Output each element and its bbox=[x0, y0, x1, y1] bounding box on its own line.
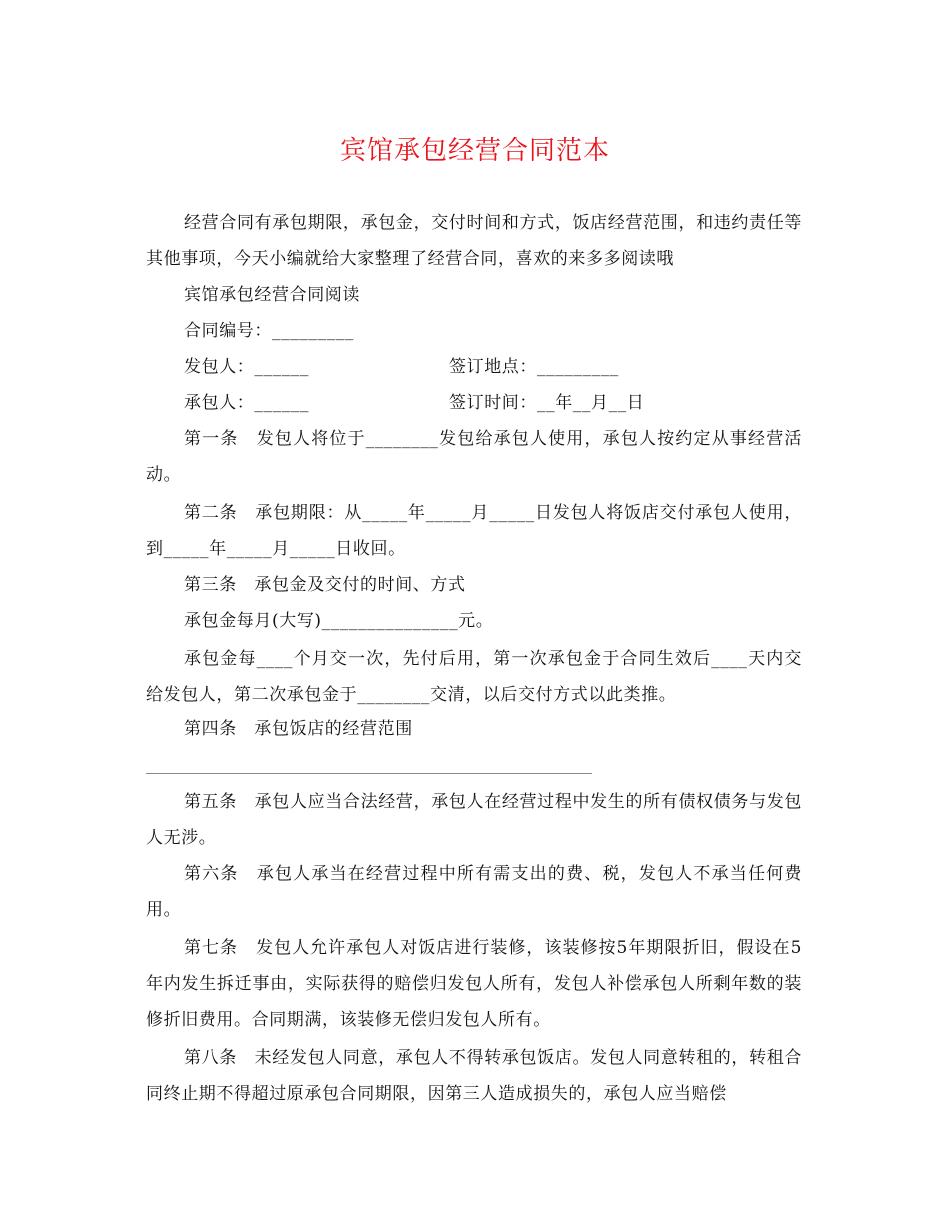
article-2: 第二条 承包期限：从_____年_____月_____日发包人将饭店交付承包人使用，到_____年_____月_____日收回。 bbox=[146, 503, 802, 559]
article-3-heading: 第三条 承包金及交付的时间、方式 bbox=[184, 575, 466, 595]
party-b-field: 承包人：______ bbox=[184, 393, 309, 413]
sign-place-field: 签订地点：_________ bbox=[449, 357, 619, 377]
article-8: 第八条 未经发包人同意，承包人不得转承包饭店。发包人同意转租的，转租合同终止期不得超过原承包合同期限，因第三人造成损失的，承包人应当赔偿 bbox=[146, 1048, 802, 1104]
article-3-payment: 承包金每____个月交一次，先付后用，第一次承包金于合同生效后____天内交给发包人，第二次承包金于________交清，以后交付方式以此类推。 bbox=[146, 649, 802, 705]
subtitle: 宾馆承包经营合同阅读 bbox=[184, 285, 360, 305]
document-title: 宾馆承包经营合同范本 bbox=[339, 136, 610, 166]
article-5: 第五条 承包人应当合法经营，承包人在经营过程中发生的所有债权债务与发包人无涉。 bbox=[146, 792, 802, 848]
contract-number-field: 合同编号：_________ bbox=[184, 321, 354, 341]
article-1: 第一条 发包人将位于________发包给承包人使用，承包人按约定从事经营活动。 bbox=[146, 429, 802, 485]
article-3-amount: 承包金每月(大写)_______________元。 bbox=[184, 611, 494, 631]
article-7: 第七条 发包人允许承包人对饭店进行装修，该装修按5年期限折旧，假设在5年内发生拆迁事由，实际获得的赔偿归发包人所有，发包人补偿承包人所剩年数的装修折旧费用。合同期满，该装修无偿归发包人所有。 bbox=[146, 938, 802, 1030]
intro-paragraph: 经营合同有承包期限，承包金，交付时间和方式，饭店经营范围，和违约责任等其他事项，今天小编就给大家整理了经营合同，喜欢的来多多阅读哦 bbox=[146, 213, 802, 269]
horizontal-divider bbox=[146, 773, 592, 774]
sign-time-field: 签订时间：__年__月__日 bbox=[449, 393, 645, 413]
party-a-field: 发包人：______ bbox=[184, 357, 309, 377]
article-4-heading: 第四条 承包饭店的经营范围 bbox=[184, 719, 413, 739]
article-6: 第六条 承包人承当在经营过程中所有需支出的费、税，发包人不承当任何费用。 bbox=[146, 864, 802, 920]
